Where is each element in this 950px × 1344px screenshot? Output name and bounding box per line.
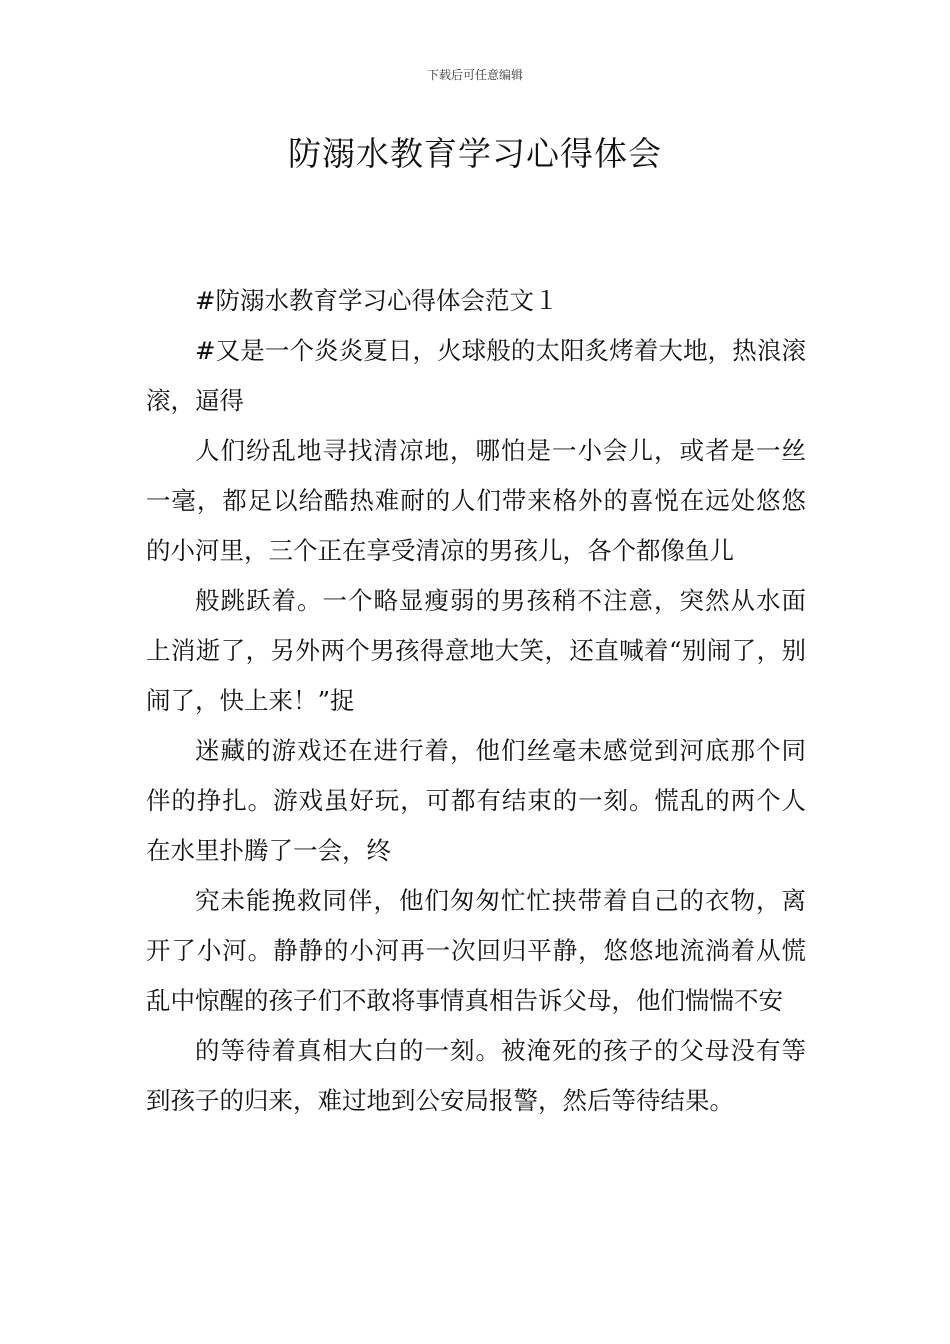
paragraph-2: #又是一个炎炎夏日，火球般的太阳炙烤着大地，热浪滚滚，逼得 (146, 336, 806, 415)
paragraph-1: #防溺水教育学习心得体会范文１ (195, 286, 559, 315)
paragraph-5: 迷藏的游戏还在进行着，他们丝毫未感觉到河底那个同伴的挣扎。游戏虽好玩，可都有结束的一刻。慌乱的两个人在水里扑腾了一会，终 (146, 736, 806, 865)
paragraph-6: 究未能挽救同伴，他们匆匆忙忙挟带着自己的衣物，离开了小河。静静的小河再一次回归平静，悠悠地流淌着从慌乱中惊醒的孩子们不敢将事情真相告诉父母，他们惴惴不安 (146, 886, 806, 1015)
document-body (146, 276, 806, 1126)
paragraph-7: 的等待着真相大白的一刻。被淹死的孩子的父母没有等到孩子的归来，难过地到公安局报警，然后等待结果。 (146, 1036, 806, 1115)
document-title: 防溺水教育学习心得体会 (288, 134, 662, 173)
paragraph-4: 般跳跃着。一个略显瘦弱的男孩稍不注意，突然从水面上消逝了，另外两个男孩得意地大笑，还直喊着“别闹了，别闹了，快上来！”捉 (146, 586, 806, 715)
paragraph-3: 人们纷乱地寻找清凉地，哪怕是一小会儿，或者是一丝一毫，都足以给酷热难耐的人们带来格外的喜悦在远处悠悠的小河里，三个正在享受清凉的男孩儿，各个都像鱼儿 (146, 436, 806, 565)
page-header-note: 下载后可任意编辑 (426, 68, 523, 82)
